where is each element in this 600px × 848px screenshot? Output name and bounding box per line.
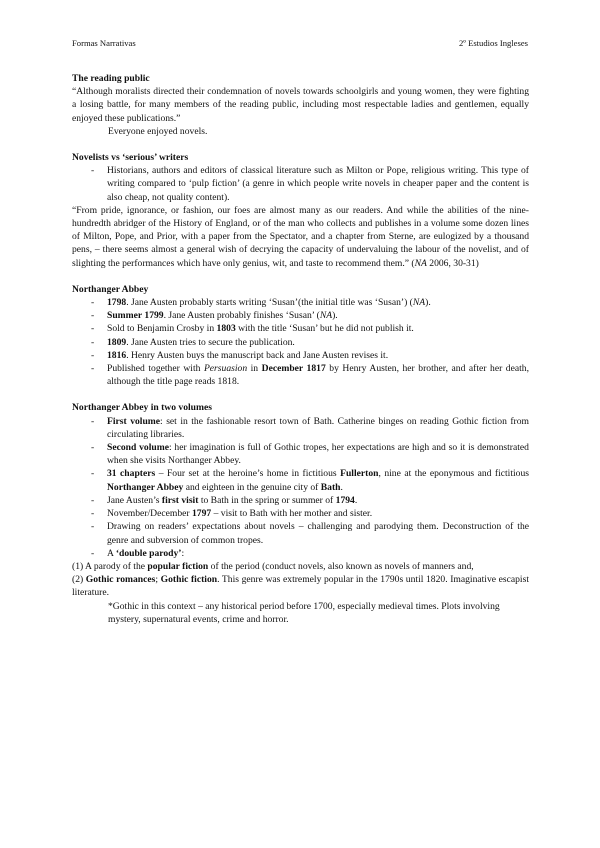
- list-item: - Historians, authors and editors of classical literature such as Milton or Pope, religious writing. This type of writing compared to ‘pulp fiction’ (a genre in which people write novels in cheaper paper and the content is also cheap, not quality content).: [72, 164, 529, 204]
- timeline-list: [72, 296, 529, 388]
- list-item: - A ‘double parody’:: [72, 547, 529, 560]
- section-title: Northanger Abbey in two volumes: [72, 402, 213, 414]
- section-northanger-abbey: [72, 283, 529, 389]
- section-novelists: [72, 151, 529, 270]
- list-item: - Sold to Benjamin Crosby in 1803 with the title ‘Susan’ but he did not publish it.: [72, 322, 529, 335]
- list-item: - 1809. Jane Austen tries to secure the publication.: [72, 336, 529, 349]
- section-title: Novelists vs ‘serious’ writers: [72, 152, 189, 164]
- volumes-list: [72, 415, 529, 560]
- parody-point-1: (1) A parody of the popular fiction of the period (conduct novels, also known as novels of manners and,: [72, 560, 474, 572]
- header-degree: 2º Estudios Ingleses: [458, 38, 528, 48]
- bullet-list: [72, 164, 529, 204]
- quote-paragraph: “From pride, ignorance, or fashion, our foes are almost many as our readers. And while the abilities of the nine-hundredth abridger of the History of England, or of the man who collects and publishes in a volume some dozen lines of Milton, Pope, and Prior, with a paper from the Spectator, and a chapter from Sterne, are eulogized by a thousand pens, – there seems almost a general wish of decrying the capacity of undervaluing the labour of the novelist, and of slighting the performances which have only genius, wit, and taste to recommend them.” (NA 2006, 30-31): [72, 204, 529, 269]
- list-item: - First volume: set in the fashionable resort town of Bath. Catherine binges on reading Gothic fiction from circulating libraries.: [72, 415, 529, 441]
- list-item: - 31 chapters – Four set at the heroine’s home in fictitious Fullerton, nine at the eponymous and fictitious Northanger Abbey and eighteen in the genuine city of Bath.: [72, 467, 529, 493]
- quote-paragraph: “Although moralists directed their condemnation of novels towards schoolgirls and young women, they were fighting a losing battle, for many members of the reading public, including most respectable ladies and gentlemen, equally enjoyed these publications.”: [72, 86, 529, 124]
- list-item: - Published together with Persuasion in December 1817 by Henry Austen, her brother, and after her death, although the title page reads 1818.: [72, 362, 529, 388]
- note-paragraph: Everyone enjoyed novels.: [108, 125, 208, 137]
- list-item: - Drawing on readers’ expectations about novels – challenging and parodying them. Deconstruction of the genre and subversion of common tropes.: [72, 520, 529, 546]
- section-title: Northanger Abbey: [72, 283, 149, 295]
- list-item: - Summer 1799. Jane Austen probably finishes ‘Susan’ (NA).: [72, 309, 529, 322]
- list-item: - November/December 1797 – visit to Bath with her mother and sister.: [72, 507, 529, 520]
- section-title: The reading public: [72, 73, 150, 84]
- page-header: [72, 38, 528, 48]
- section-reading-public: [72, 72, 529, 138]
- list-item: - 1816. Henry Austen buys the manuscript back and Jane Austen revises it.: [72, 349, 529, 362]
- section-two-volumes: [72, 401, 529, 625]
- list-item: - Jane Austen’s first visit to Bath in the spring or summer of 1794.: [72, 494, 529, 507]
- parody-point-2: (2) Gothic romances; Gothic fiction. This genre was extremely popular in the 1790s until 1820. Imaginative escapist literature.: [72, 574, 529, 599]
- gothic-note: *Gothic in this context – any historical period before 1700, especially medieval times. Plots involving mystery, supernatural events, crime and horror.: [108, 600, 500, 625]
- list-item: - 1798. Jane Austen probably starts writing ‘Susan’(the initial title was ‘Susan’) (NA).: [72, 296, 529, 309]
- header-course: Formas Narrativas: [72, 38, 136, 48]
- list-item: - Second volume: her imagination is full of Gothic tropes, her expectations are high and so it is demonstrated when she visits Northanger Abbey.: [72, 441, 529, 467]
- document-body: [72, 72, 529, 626]
